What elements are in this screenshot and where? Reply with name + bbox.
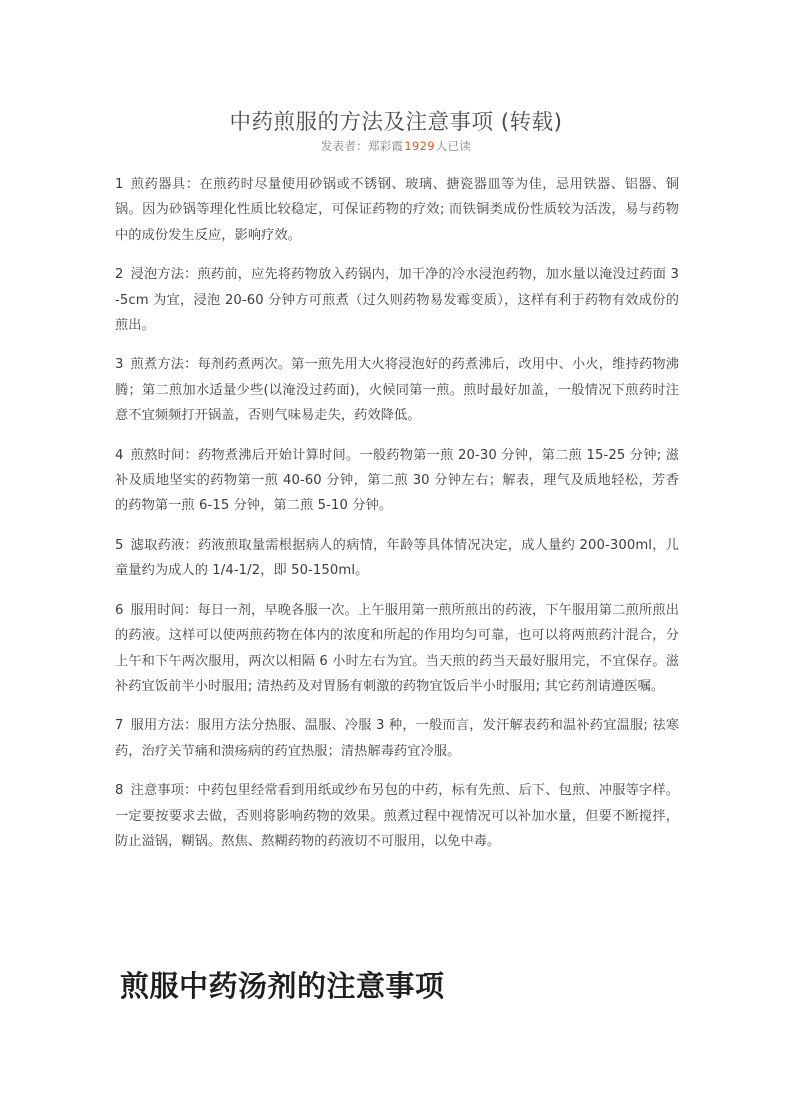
byline bbox=[0, 138, 792, 154]
section-heading: 煎服中药汤剂的注意事项 bbox=[120, 969, 445, 1004]
paragraph-number: 8 bbox=[115, 783, 124, 799]
paragraph bbox=[115, 598, 679, 700]
paragraph bbox=[115, 713, 679, 764]
paragraph-number: 1 bbox=[115, 177, 124, 192]
paragraph bbox=[115, 443, 679, 519]
byline-suffix: 人已读 bbox=[435, 139, 472, 153]
paragraph-number: 6 bbox=[115, 602, 124, 618]
paragraph-text: 服用方法：服用方法分热服、温服、冷服 3 种，一般而言，发汗解表药和温补药宜温服; 祛寒药，治疗关节痛和溃疡病的药宜热服；清热解毒药宜冷服。 bbox=[115, 718, 679, 759]
read-count: 1929 bbox=[404, 139, 435, 153]
paragraph bbox=[115, 778, 679, 854]
paragraph-text: 浸泡方法：煎药前，应先将药物放入药锅内，加干净的冷水浸泡药物，加水量以淹没过药面 3-5cm 为宜，浸泡 20-60 分钟方可煎煮（过久则药物易发霉变质），这样有利于药物有效成份的煎出。 bbox=[115, 267, 679, 334]
paragraph bbox=[115, 352, 679, 428]
paragraph-text: 注意事项：中药包里经常看到用纸或纱布另包的中药，标有先煎、后下、包煎、冲服等字样。一定要按要求去做，否则将影响药物的效果。煎煮过程中视情况可以补加水量，但要不断搅拌，防止溢锅，糊锅。熬焦、熬糊药物的药液切不可服用，以免中毒。 bbox=[115, 783, 679, 849]
paragraph-number: 4 bbox=[115, 447, 124, 463]
paragraph-number: 7 bbox=[115, 718, 124, 734]
paragraph bbox=[115, 533, 679, 584]
article-body bbox=[115, 172, 679, 854]
paragraph-text: 煎药器具：在煎药时尽量使用砂锅或不锈钢、玻璃、搪瓷器皿等为佳，忌用铁器、铝器、铜锅。因为砂锅等理化性质比较稳定，可保证药物的疗效; 而铁铜类成份性质较为活泼，易与药物中的成份发生反应，影响疗效。 bbox=[115, 177, 679, 243]
paragraph-text: 煎熬时间：药物煮沸后开始计算时间。一般药物第一煎 20-30 分钟，第二煎 15-25 分钟; 滋补及质地坚实的药物第一煎 40-60 分钟，第二煎 30 分钟左右；解表，理气及质地轻松，芳香的药物第一煎 6-15 分钟，第二煎 5-10 分钟。 bbox=[115, 447, 679, 514]
byline-author: 发表者：郑彩霞 bbox=[320, 139, 404, 153]
paragraph-text: 滤取药液：药液煎取量需根据病人的病情，年龄等具体情况决定，成人量约 200-300ml，儿童量约为成人的 1/4-1/2，即 50-150ml。 bbox=[115, 537, 679, 579]
paragraph-text: 服用时间：每日一剂，早晚各服一次。上午服用第一煎所煎出的药液，下午服用第二煎所煎出的药液。这样可以使两煎药物在体内的浓度和所起的作用均匀可靠，也可以将两煎药汁混合，分上午和下午两次服用，两次以相隔 6 小时左右为宜。当天煎的药当天最好服用完，不宜保存。滋补药宜饭前半小时服用; 清热药及对胃肠有刺激的药物宜饭后半小时服用; 其它药剂请遵医嘱。 bbox=[115, 602, 679, 694]
paragraph bbox=[115, 172, 679, 248]
paragraph bbox=[115, 262, 679, 338]
paragraph-number: 5 bbox=[115, 537, 124, 553]
paragraph-text: 煎煮方法：每剂药煮两次。第一煎先用大火将浸泡好的药煮沸后，改用中、小火，维持药物沸腾；第二煎加水适量少些(以淹没过药面)，火候同第一煎。煎时最好加盖，一般情况下煎药时注意不宜频频打开锅盖，否则气味易走失，药效降低。 bbox=[115, 357, 679, 424]
page-title: 中药煎服的方法及注意事项 (转载) bbox=[229, 110, 563, 136]
paragraph-number: 2 bbox=[115, 267, 124, 283]
paragraph-number: 3 bbox=[115, 357, 124, 373]
